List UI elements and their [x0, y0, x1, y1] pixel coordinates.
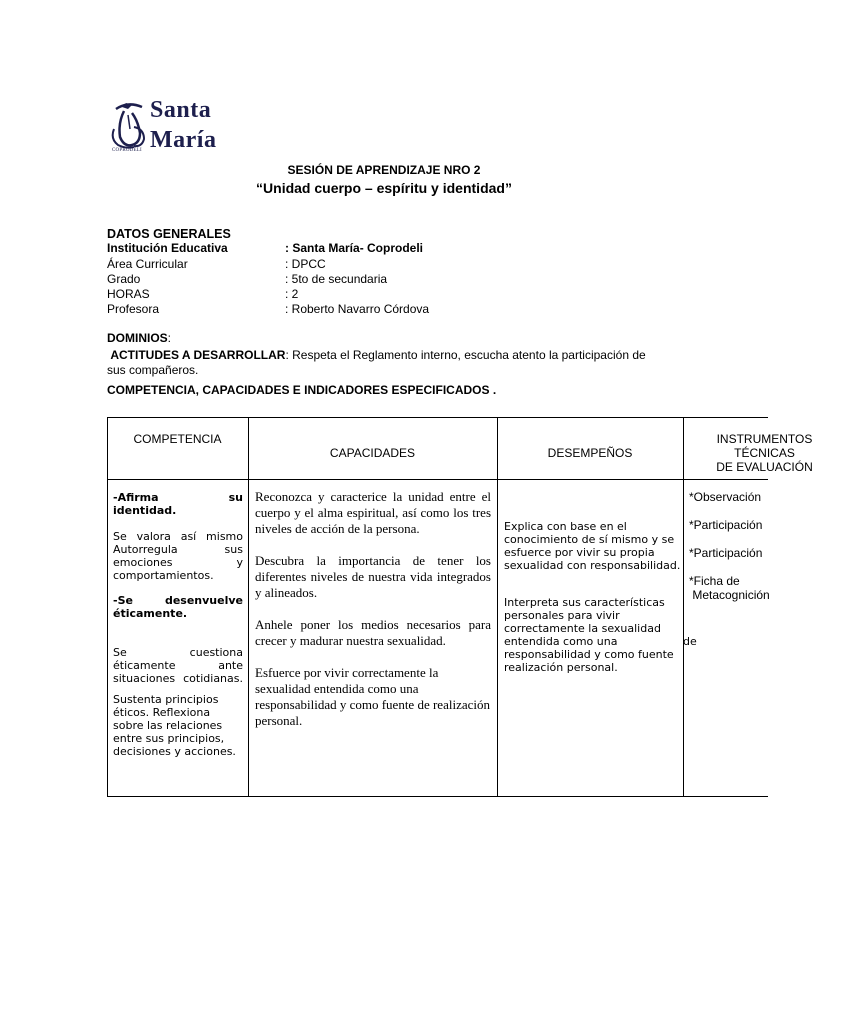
logo-text-santa: Santa [150, 97, 212, 123]
santa-maria-logo [110, 97, 217, 159]
data-label: Área Curricular [107, 257, 188, 271]
competencia-section-title: COMPETENCIA, CAPACIDADES E INDICADORES ESPECIFICADOS . [107, 383, 497, 397]
data-value: : Santa María- Coprodeli [285, 241, 424, 255]
header-instrumentos-line1: INSTRUMENTOS [716, 432, 813, 446]
competencia-cell [113, 491, 243, 771]
desempenos-cell [504, 520, 697, 698]
data-row-area [107, 257, 326, 271]
desempeno-item-2-text: Interpreta sus características personales para vivir correctamente la sexualidad entendida como una responsabilidad y como fuente [504, 596, 674, 661]
header-desempenos: DESEMPEÑOS [547, 446, 633, 460]
data-value: : 2 [285, 287, 299, 301]
dominios-colon: : [167, 331, 172, 345]
instrumento-item: *Participación [689, 546, 763, 560]
competencia-1-text: Se valora así mismo Autorregula sus emociones y comportamientos. [113, 530, 243, 582]
competencia-2-text-2: Sustenta principios éticos. Reflexiona sobre las relaciones entre sus principios, decisiones y acciones. [113, 693, 236, 758]
competencia-2-title: -Se desenvuelve éticamente. [113, 594, 243, 620]
desempeno-item-2-de: de [683, 635, 697, 648]
header-instrumentos [684, 432, 845, 474]
table-border-top [107, 417, 768, 418]
instrumento-item: *Participación [689, 518, 763, 532]
dominios-line [107, 331, 171, 345]
header-instrumentos-line3: DE EVALUACIÓN [716, 460, 813, 474]
data-value: : Roberto Navarro Córdova [285, 302, 430, 316]
actitudes-paragraph [107, 348, 667, 378]
desempeno-item-2-end: realización personal. [504, 661, 618, 674]
competencia-1-title: -Afirma su identidad. [113, 491, 243, 517]
desempeno-item-2 [504, 596, 697, 674]
logo-text-coprodeli: COPRODELI [112, 148, 142, 153]
data-label: HORAS [107, 287, 150, 301]
competencias-table [107, 417, 813, 797]
data-row-horas [107, 287, 298, 301]
table-header-divider [107, 479, 768, 480]
instrumento-item: Metacognición [689, 588, 770, 602]
capacidades-cell [255, 489, 491, 745]
data-label: Institución Educativa [107, 241, 228, 255]
data-row-institucion [107, 241, 423, 255]
table-border-bottom [107, 796, 768, 797]
unit-title: “Unidad cuerpo – espíritu y identidad” [256, 180, 512, 196]
instrumento-item: *Ficha de [689, 574, 740, 588]
data-label: Profesora [107, 302, 160, 316]
table-col-divider [248, 417, 249, 797]
header-instrumentos-line2: TÉCNICAS [734, 446, 795, 460]
instrumento-item: *Observación [689, 490, 762, 504]
competencia-2-text-1: Se cuestiona éticamente ante situaciones cotidianas. [113, 646, 243, 685]
datos-generales-title: DATOS GENERALES [107, 227, 231, 241]
data-row-profesora [107, 302, 429, 316]
capacidad-item: Esfuerce por vivir correctamente la sexualidad entendida como una responsabilidad y como fuente de realización personal. [255, 665, 490, 728]
capacidad-item: Reconozca y caracterice la unidad entre el cuerpo y el alma espiritual, así como los tres niveles de acción de la persona. [255, 489, 491, 536]
instrumentos-cell [689, 490, 789, 602]
header-competencia: COMPETENCIA [133, 432, 222, 446]
data-row-grado [107, 272, 387, 286]
table-col-divider [497, 417, 498, 797]
dominios-label: DOMINIOS [107, 331, 168, 345]
data-label: Grado [107, 272, 141, 286]
table-border-left [107, 417, 108, 797]
desempeno-item-1: Explica con base en el conocimiento de sí mismo y se esfuerce por vivir su propia sexualidad con responsabilidad. [504, 520, 681, 572]
actitudes-label: ACTITUDES A DESARROLLAR [110, 348, 286, 362]
data-value: : DPCC [285, 257, 326, 271]
capacidad-item: Descubra la importancia de tener los diferentes niveles de nuestra vida integrados y alineados. [255, 553, 491, 600]
capacidad-item: Anhele poner los medios necesarios para crecer y madurar nuestra sexualidad. [255, 617, 491, 648]
header-capacidades: CAPACIDADES [329, 446, 416, 460]
actitudes-text: : Respeta el Reglamento interno, escucha atento la participación de sus compañeros. [107, 348, 646, 377]
logo-text-maria: María [150, 127, 217, 153]
session-title: SESIÓN DE APRENDIZAJE NRO 2 [287, 163, 481, 177]
data-value: : 5to de secundaria [285, 272, 388, 286]
santa-maria-emblem-icon [110, 99, 148, 151]
